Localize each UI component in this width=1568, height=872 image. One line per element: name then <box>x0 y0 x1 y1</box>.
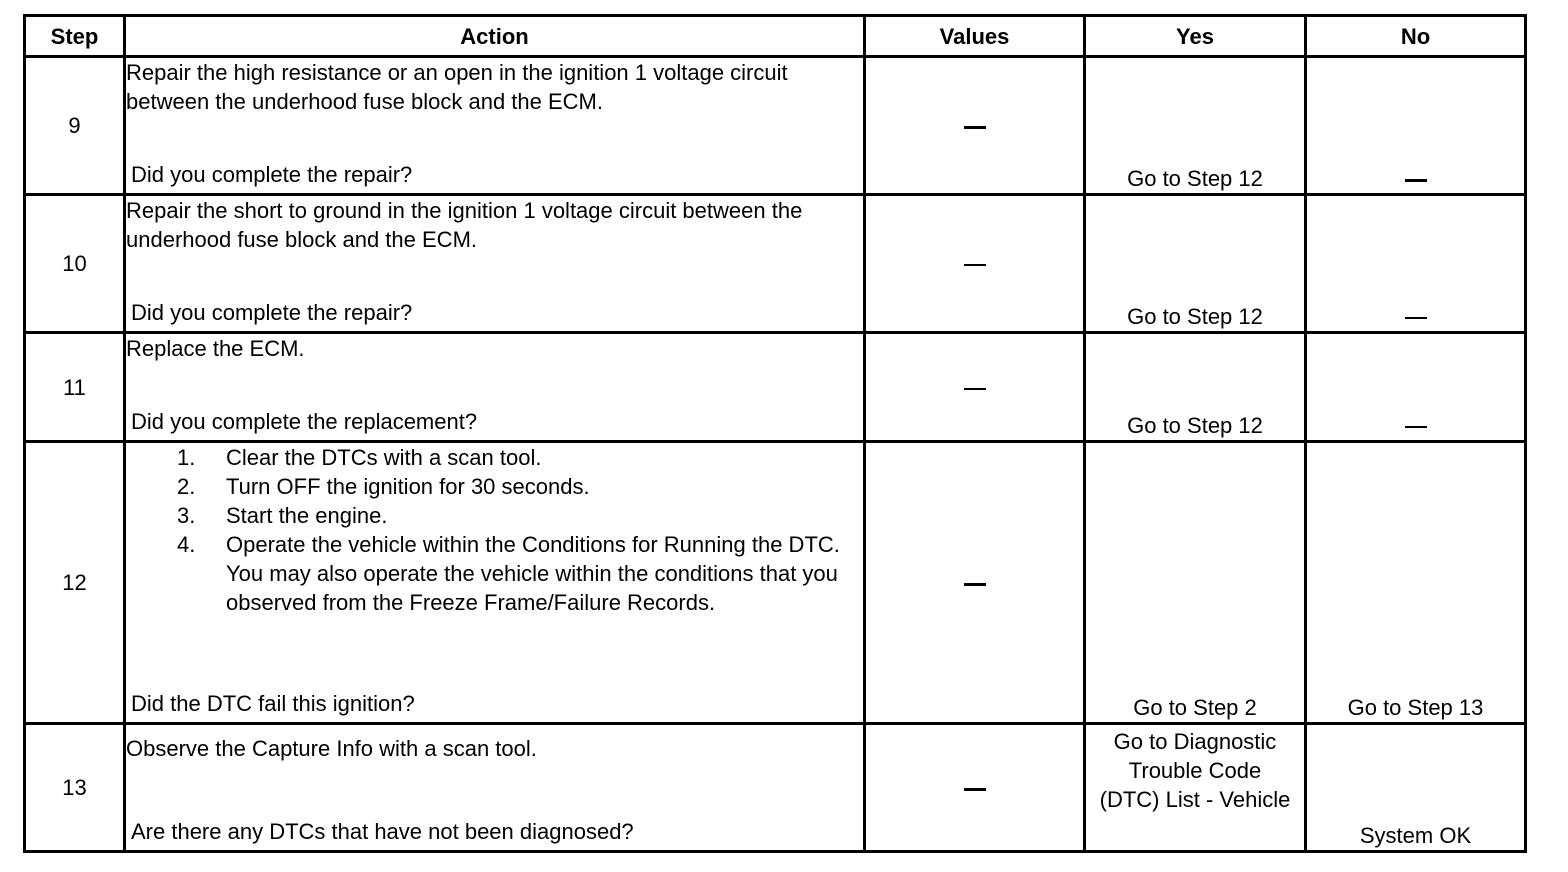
action-question: Did you complete the repair? <box>131 162 413 187</box>
no-cell: Go to Step 13 <box>1306 442 1526 724</box>
values-dash <box>964 388 986 390</box>
list-item-number: 4. <box>177 532 196 557</box>
action-text: Repair the short to ground in the ignition 1 voltage circuit between the underhood fuse block and the ECM. <box>126 198 803 252</box>
list-item-text: Start the engine. <box>226 503 388 528</box>
table-row <box>25 57 1526 195</box>
values-dash <box>964 788 986 791</box>
header-no: No <box>1306 16 1526 57</box>
action-question: Did you complete the replacement? <box>131 409 478 434</box>
list-item <box>177 443 863 472</box>
header-yes: Yes <box>1085 16 1306 57</box>
procedure-list <box>126 443 863 617</box>
header-values: Values <box>865 16 1085 57</box>
action-text: Replace the ECM. <box>126 336 305 361</box>
step-number: 13 <box>25 724 125 852</box>
no-cell <box>1306 333 1526 442</box>
yes-cell <box>1085 724 1306 852</box>
values-cell <box>865 195 1085 333</box>
action-cell <box>125 724 865 852</box>
no-dash <box>1405 317 1427 319</box>
list-item <box>177 472 863 501</box>
diagnostic-table <box>23 14 1527 853</box>
no-cell <box>1306 57 1526 195</box>
header-action: Action <box>125 16 865 57</box>
action-text: Observe the Capture Info with a scan tool. <box>126 736 537 761</box>
step-number: 9 <box>25 57 125 195</box>
action-question: Are there any DTCs that have not been diagnosed? <box>131 819 634 844</box>
action-text: Repair the high resistance or an open in the ignition 1 voltage circuit between the underhood fuse block and the ECM. <box>126 60 788 114</box>
action-cell <box>125 333 865 442</box>
no-cell: System OK <box>1306 724 1526 852</box>
yes-cell: Go to Step 12 <box>1085 57 1306 195</box>
list-item-text: Clear the DTCs with a scan tool. <box>226 445 542 470</box>
list-item-number: 2. <box>177 474 196 499</box>
table-row <box>25 442 1526 724</box>
yes-cell: Go to Step 12 <box>1085 195 1306 333</box>
values-cell <box>865 442 1085 724</box>
no-cell <box>1306 195 1526 333</box>
action-cell <box>125 57 865 195</box>
list-item-text: Operate the vehicle within the Conditions for Running the DTC. You may also operate the vehicle within the conditions that you observed from the Freeze Frame/Failure Records. <box>226 532 840 615</box>
table-row <box>25 724 1526 852</box>
values-cell <box>865 57 1085 195</box>
header-step: Step <box>25 16 125 57</box>
list-item <box>177 530 863 617</box>
yes-link-text: Go to Diagnostic Trouble Code (DTC) List - Vehicle <box>1099 729 1291 812</box>
no-dash <box>1405 179 1427 182</box>
table-row <box>25 195 1526 333</box>
values-dash <box>964 264 986 266</box>
header-row <box>25 16 1526 57</box>
action-question: Did you complete the repair? <box>131 300 413 325</box>
list-item-number: 3. <box>177 503 196 528</box>
list-item-number: 1. <box>177 445 196 470</box>
table-row <box>25 333 1526 442</box>
action-cell <box>125 442 865 724</box>
no-dash <box>1405 426 1427 428</box>
yes-cell: Go to Step 12 <box>1085 333 1306 442</box>
values-cell <box>865 333 1085 442</box>
action-question: Did the DTC fail this ignition? <box>131 691 415 716</box>
action-cell <box>125 195 865 333</box>
list-item <box>177 501 863 530</box>
step-number: 11 <box>25 333 125 442</box>
step-number: 10 <box>25 195 125 333</box>
values-cell <box>865 724 1085 852</box>
step-number: 12 <box>25 442 125 724</box>
values-dash <box>964 583 986 586</box>
values-dash <box>964 126 986 129</box>
list-item-text: Turn OFF the ignition for 30 seconds. <box>226 474 590 499</box>
yes-cell: Go to Step 2 <box>1085 442 1306 724</box>
